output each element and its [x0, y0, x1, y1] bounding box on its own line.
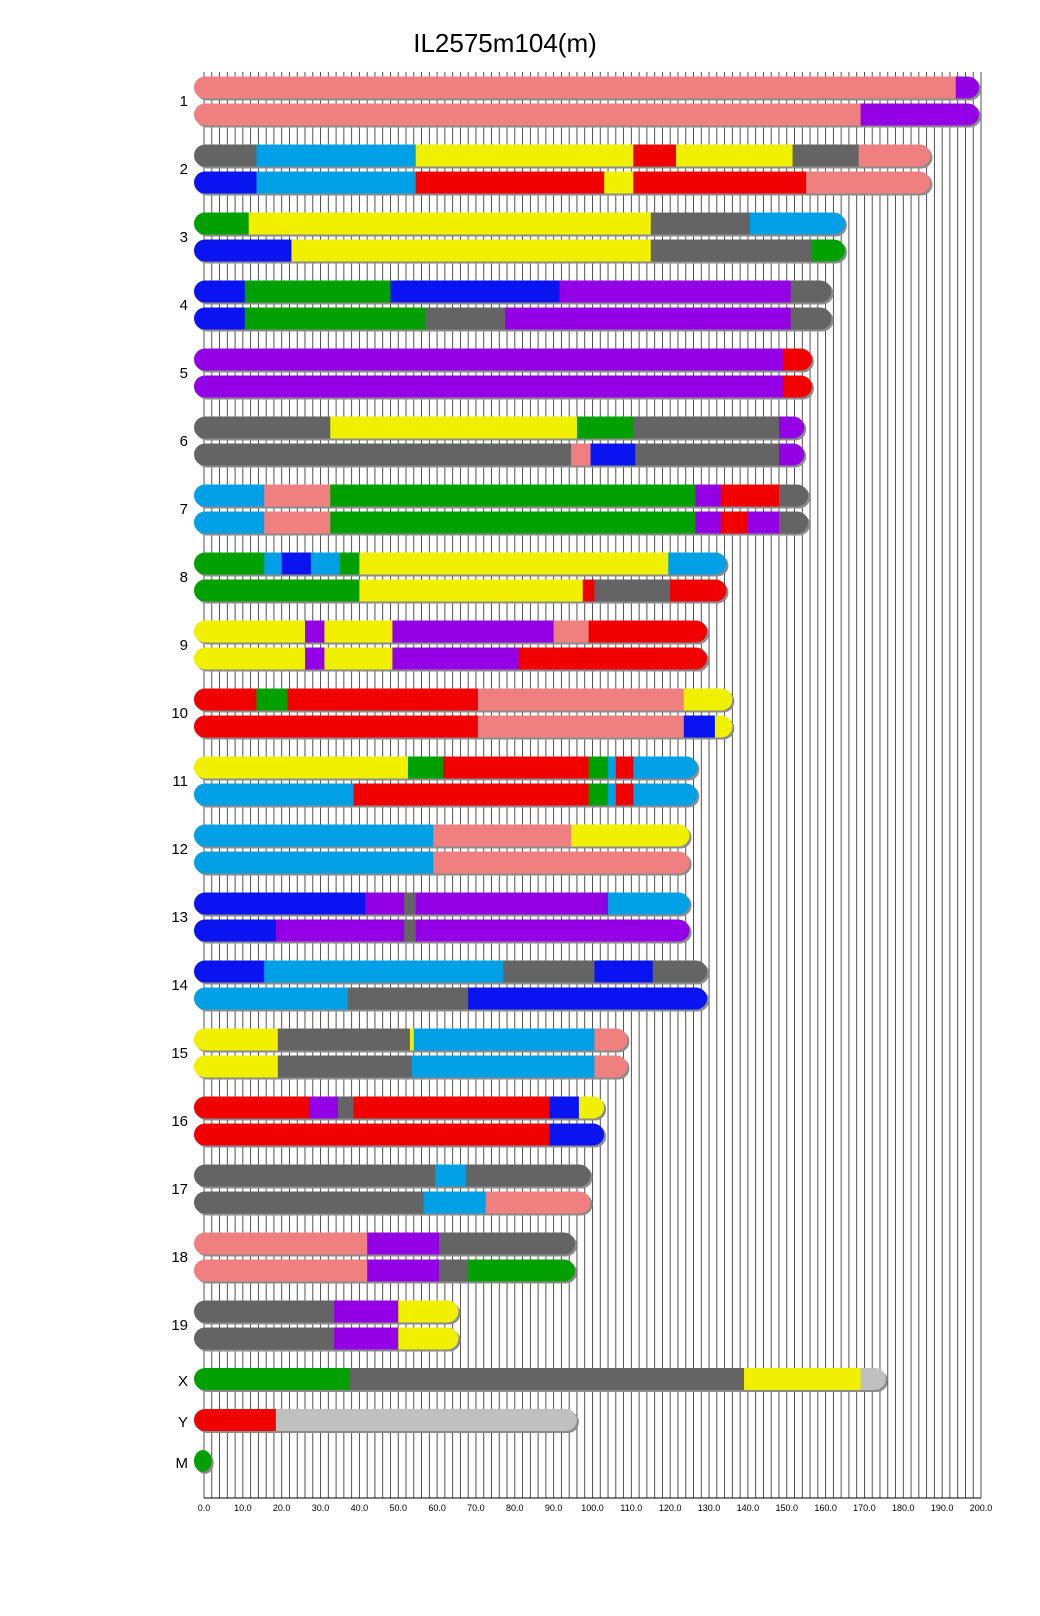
x-tick-label: 0.0	[197, 1503, 211, 1513]
segment-grey	[194, 444, 572, 466]
chromosome-track	[194, 988, 708, 1010]
chromosome-label: 13	[171, 909, 188, 926]
chromosome-track	[194, 77, 980, 99]
chromosome-track	[194, 648, 708, 670]
segment-red	[583, 580, 595, 602]
segment-lightblue	[608, 757, 616, 779]
segment-blue	[550, 1124, 605, 1146]
segment-purple	[416, 893, 609, 915]
segment-grey	[194, 417, 331, 439]
chromosome-2	[180, 145, 933, 196]
chromosome-label: 3	[179, 229, 188, 246]
chromosome-16	[171, 1097, 606, 1148]
segment-purple	[305, 621, 325, 643]
segment-lightblue	[194, 485, 265, 507]
chromosome-8	[180, 553, 729, 604]
segment-yellow	[410, 1029, 414, 1051]
segment-lightblue	[633, 784, 698, 806]
segment-yellow	[194, 757, 408, 779]
segment-purple	[779, 417, 805, 439]
segment-purple	[392, 648, 519, 670]
chromosome-4	[180, 281, 834, 332]
chromosome-12	[171, 825, 691, 876]
segment-lightblue	[264, 553, 282, 575]
chromosome-track	[194, 784, 698, 806]
segment-green	[194, 553, 265, 575]
segment-yellow	[324, 648, 392, 670]
segment-lightblue	[412, 1056, 595, 1078]
segment-grey	[651, 240, 813, 262]
segment-lightblue	[668, 553, 727, 575]
segment-pink	[859, 145, 931, 167]
chromosome-track	[194, 1233, 575, 1255]
chromosome-track	[194, 349, 812, 371]
chromosome-track	[194, 1029, 628, 1051]
segment-grey	[633, 417, 779, 439]
segment-red	[783, 349, 813, 371]
segment-blue	[194, 920, 276, 942]
chromosome-track	[194, 757, 698, 779]
segment-lightblue	[608, 784, 616, 806]
segment-yellow	[359, 553, 668, 575]
segment-red	[633, 172, 806, 194]
segment-lightblue	[194, 784, 354, 806]
chromosome-track	[194, 512, 809, 534]
chromosome-track	[194, 1165, 591, 1187]
chromosome-15	[171, 1029, 629, 1080]
chromosome-label: 15	[171, 1045, 188, 1062]
segment-lightblue	[414, 1029, 595, 1051]
segment-grey	[439, 1233, 575, 1255]
segment-green	[245, 281, 391, 303]
chromosome-track	[194, 1368, 886, 1390]
segment-green	[256, 689, 288, 711]
chromosome-track	[194, 1301, 459, 1323]
segment-grey	[350, 1368, 745, 1390]
chromosome-14	[171, 961, 709, 1012]
segment-blue	[194, 961, 265, 983]
chromosome-track	[194, 825, 690, 847]
segment-blue	[194, 308, 245, 330]
chromosome-label: 18	[171, 1249, 188, 1266]
chromosome-label: 6	[179, 433, 188, 450]
segment-blue	[194, 240, 292, 262]
chromosome-1	[180, 77, 981, 128]
chromosome-track	[194, 1097, 605, 1119]
segment-grey	[404, 893, 416, 915]
segment-yellow	[194, 1029, 278, 1051]
segment-lightblue	[256, 172, 416, 194]
chromosome-track	[194, 417, 805, 439]
chromosome-m	[176, 1450, 214, 1474]
segment-red	[783, 376, 813, 398]
chromosome-label: 1	[179, 93, 188, 110]
chromosome-track	[194, 444, 805, 466]
x-tick-label: 20.0	[272, 1503, 291, 1513]
x-tick-labels	[198, 1503, 993, 1513]
segment-green	[812, 240, 845, 262]
chromosome-track	[194, 213, 845, 235]
chromosome-track	[194, 104, 980, 126]
segment-red	[633, 145, 676, 167]
x-tick-label: 50.0	[389, 1503, 408, 1513]
segment-purple	[559, 281, 791, 303]
segment-yellow	[330, 417, 577, 439]
segment-purple	[367, 1260, 439, 1282]
chromosome-x	[178, 1368, 888, 1392]
chromosome-track	[194, 852, 690, 874]
segment-lightgrey	[861, 1368, 887, 1390]
x-tick-label: 180.0	[892, 1503, 915, 1513]
segment-pink	[571, 444, 591, 466]
segment-green	[245, 308, 426, 330]
segment-yellow	[291, 240, 651, 262]
segment-grey	[194, 145, 257, 167]
segment-yellow	[249, 213, 652, 235]
chromosome-label: 17	[171, 1181, 188, 1198]
chromosome-track	[194, 893, 690, 915]
segment-grey	[466, 1165, 591, 1187]
segment-yellow	[684, 689, 733, 711]
chromosome-label: 16	[171, 1113, 188, 1130]
segment-grey	[278, 1029, 411, 1051]
segment-green	[589, 757, 609, 779]
segment-blue	[684, 716, 716, 738]
segment-yellow	[194, 648, 306, 670]
chromosome-19	[171, 1301, 460, 1352]
segment-yellow	[398, 1328, 459, 1350]
chromosome-5	[180, 349, 814, 400]
segment-red	[194, 1097, 309, 1119]
segment-grey	[791, 308, 832, 330]
segment-purple	[309, 1097, 339, 1119]
chromosome-track	[194, 1260, 575, 1282]
segment-red	[589, 621, 708, 643]
segment-red	[519, 648, 708, 670]
chromosome-track	[194, 1328, 459, 1350]
chromosome-label: 11	[172, 773, 188, 790]
segment-lightgrey	[276, 1409, 578, 1431]
segment-lightblue	[424, 1192, 487, 1214]
chromosome-y	[178, 1409, 579, 1433]
chromosome-label: 9	[179, 637, 188, 654]
chromosome-track	[194, 145, 931, 167]
segment-red	[354, 1097, 551, 1119]
chromosome-track	[194, 1124, 605, 1146]
x-tick-label: 130.0	[697, 1503, 721, 1513]
segment-pink	[264, 512, 331, 534]
segment-grey	[635, 444, 779, 466]
chromosome-label: Y	[177, 1414, 188, 1431]
segment-red	[288, 689, 479, 711]
segment-grey	[278, 1056, 413, 1078]
x-tick-label: 30.0	[311, 1503, 330, 1513]
segment-grey	[194, 1301, 335, 1323]
x-tick-label: 170.0	[853, 1503, 876, 1513]
x-tick-label: 120.0	[658, 1503, 682, 1513]
segment-green	[330, 485, 696, 507]
chromosome-track	[194, 308, 832, 330]
x-tick-label: 100.0	[581, 1503, 604, 1513]
x-tick-label: 150.0	[775, 1503, 799, 1513]
segment-yellow	[398, 1301, 459, 1323]
segment-green	[194, 213, 249, 235]
segment-pink	[194, 77, 956, 99]
segment-grey	[594, 580, 670, 602]
segment-lightblue	[435, 1165, 467, 1187]
segment-purple	[695, 512, 721, 534]
segment-lightblue	[264, 961, 503, 983]
segment-lightblue	[750, 213, 846, 235]
segment-grey	[194, 1328, 335, 1350]
segment-purple	[416, 920, 690, 942]
segment-lightblue	[194, 988, 348, 1010]
chromosome-track	[194, 376, 812, 398]
segment-purple	[392, 621, 554, 643]
segment-blue	[194, 893, 366, 915]
segment-grey	[651, 213, 751, 235]
segment-purple	[505, 308, 791, 330]
chromosome-track	[194, 961, 708, 983]
chromosome-label: 5	[179, 365, 188, 382]
chromosome-track	[194, 1056, 628, 1078]
chromosome-label: 19	[171, 1317, 188, 1334]
chromosome-11	[172, 757, 699, 808]
chromosome-track	[194, 553, 727, 575]
segment-pink	[433, 852, 690, 874]
segment-red	[670, 580, 727, 602]
chromosome-track	[194, 1409, 577, 1431]
segment-pink	[194, 1233, 368, 1255]
chromosome-label: 4	[179, 297, 188, 314]
segment-purple	[334, 1328, 399, 1350]
segment-grey	[779, 512, 809, 534]
segment-green	[340, 553, 360, 575]
segment-yellow	[676, 145, 793, 167]
segment-purple	[748, 512, 780, 534]
segment-blue	[194, 172, 257, 194]
segment-green	[194, 580, 360, 602]
segment-grey	[194, 1165, 436, 1187]
segment-pink	[806, 172, 931, 194]
x-tick-label: 110.0	[620, 1503, 643, 1513]
segment-yellow	[579, 1097, 605, 1119]
segment-grey	[793, 145, 860, 167]
x-tick-label: 190.0	[930, 1503, 954, 1513]
segment-green	[577, 417, 634, 439]
segment-purple	[367, 1233, 439, 1255]
chromosome-label: 12	[171, 841, 188, 858]
x-tick-label: 10.0	[234, 1503, 252, 1513]
segment-red	[354, 784, 590, 806]
segment-red	[721, 485, 780, 507]
segment-purple	[194, 349, 783, 371]
chromosome-17	[171, 1165, 592, 1216]
segment-green	[194, 1368, 350, 1390]
segment-pink	[194, 104, 861, 126]
segment-yellow	[571, 825, 690, 847]
segment-red	[194, 1124, 550, 1146]
segment-pink	[594, 1056, 627, 1078]
x-tick-label: 90.0	[544, 1503, 563, 1513]
segment-blue	[390, 281, 559, 303]
segment-yellow	[194, 1056, 278, 1078]
segment-blue	[194, 281, 245, 303]
segment-grey	[404, 920, 416, 942]
segment-yellow	[324, 621, 392, 643]
segment-red	[194, 716, 478, 738]
segment-pink	[194, 1260, 368, 1282]
segment-blue	[594, 961, 653, 983]
segment-red	[194, 689, 257, 711]
chart-title: IL2575m104(m)	[413, 28, 597, 58]
chromosome-label: 2	[179, 161, 188, 178]
segment-yellow	[194, 621, 306, 643]
segment-blue	[468, 988, 707, 1010]
segment-yellow	[359, 580, 583, 602]
chromosome-track	[194, 1192, 591, 1214]
segment-yellow	[744, 1368, 861, 1390]
chromosome-track	[194, 920, 690, 942]
chromosome-track	[194, 172, 931, 194]
segment-lightblue	[311, 553, 341, 575]
segment-red	[721, 512, 749, 534]
chromosome-18	[171, 1233, 577, 1284]
segment-red	[616, 757, 634, 779]
segment-red	[443, 757, 589, 779]
segment-purple	[861, 104, 980, 126]
segment-pink	[594, 1029, 627, 1051]
segment-purple	[276, 920, 405, 942]
segment-grey	[439, 1260, 469, 1282]
chromosome-label: 14	[171, 977, 188, 994]
chromosome-label: 8	[179, 569, 188, 586]
segment-grey	[791, 281, 832, 303]
segment-purple	[365, 893, 404, 915]
chromosome-3	[180, 213, 847, 264]
segment-green	[408, 757, 443, 779]
x-tick-label: 60.0	[428, 1503, 446, 1513]
segment-lightblue	[194, 852, 434, 874]
segment-blue	[282, 553, 312, 575]
segment-purple	[779, 444, 805, 466]
x-tick-label: 70.0	[467, 1503, 485, 1513]
segment-pink	[478, 689, 684, 711]
segment-lightblue	[608, 893, 690, 915]
segment-lightblue	[633, 757, 698, 779]
segment-lightblue	[194, 825, 434, 847]
x-tick-label: 40.0	[350, 1503, 369, 1513]
segment-blue	[591, 444, 636, 466]
chromosome-track	[194, 621, 708, 643]
segment-pink	[478, 716, 684, 738]
chromosome-track	[194, 240, 845, 262]
x-tick-label: 200.0	[969, 1503, 993, 1513]
segment-purple	[305, 648, 325, 670]
segment-red	[194, 1409, 276, 1431]
segment-pink	[264, 485, 331, 507]
chromosome-track	[194, 716, 733, 738]
segment-pink	[554, 621, 589, 643]
segment-blue	[550, 1097, 580, 1119]
segment-yellow	[416, 145, 634, 167]
chromosome-track	[194, 281, 832, 303]
segment-green	[468, 1260, 575, 1282]
chromosome-label: 10	[171, 705, 188, 722]
segment-lightblue	[256, 145, 416, 167]
segment-lightblue	[194, 512, 265, 534]
segment-grey	[338, 1097, 354, 1119]
segment-grey	[653, 961, 708, 983]
segment-purple	[334, 1301, 399, 1323]
segment-grey	[194, 1192, 424, 1214]
segment-grey	[425, 308, 505, 330]
segment-purple	[194, 376, 783, 398]
chromosome-13	[171, 893, 691, 944]
segment-grey	[503, 961, 595, 983]
chromosome-label: 7	[179, 501, 188, 518]
segment-grey	[779, 485, 809, 507]
segment-red	[616, 784, 634, 806]
chromosome-track	[194, 580, 727, 602]
chromosome-label: M	[175, 1455, 188, 1472]
segment-pink	[486, 1192, 591, 1214]
segment-purple	[695, 485, 721, 507]
x-tick-label: 80.0	[506, 1503, 524, 1513]
segment-green	[589, 784, 609, 806]
x-tick-label: 140.0	[736, 1503, 760, 1513]
chromosome-track	[194, 485, 809, 507]
chromosome-label: X	[177, 1373, 188, 1390]
segment-pink	[433, 825, 571, 847]
segment-yellow	[604, 172, 634, 194]
chromosome-track	[194, 689, 733, 711]
segment-grey	[348, 988, 469, 1010]
chromosome-9	[180, 621, 709, 672]
x-tick-label: 160.0	[814, 1503, 837, 1513]
segment-green	[330, 512, 696, 534]
segment-red	[416, 172, 605, 194]
